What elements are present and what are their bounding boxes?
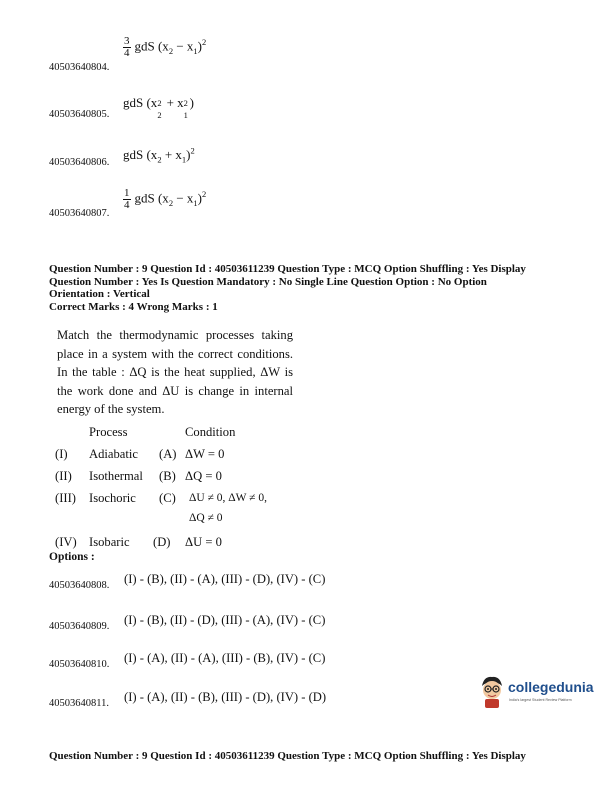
math-expression: $\frac{1}{4}$ gdS $(x_2 - x_1)^2$ bbox=[124, 187, 207, 211]
math-expression: gdS (x 2 2 + x 2 1 ) bbox=[123, 95, 194, 120]
math-expression: $\frac{3}{4}$ gdS $(x_2 - x_1)^2$ bbox=[124, 35, 207, 59]
option-id: 40503640811. bbox=[49, 698, 109, 709]
option-id: 40503640807. bbox=[49, 208, 110, 219]
question-text: Match the thermodynamic processes taking place in a system with the correct conditions. In the table : ΔQ is the heat supplied, ΔW is the work done and ΔU is change in internal energy of the system. bbox=[57, 328, 293, 416]
meta-line: Question Number : 9 Question Id : 40503611239 Question Type : MCQ Option Shuffling : Yes Display bbox=[49, 263, 526, 275]
option-id: 40503640804. bbox=[49, 62, 110, 73]
logo-tagline: India's largest Student Review Platform bbox=[509, 698, 572, 702]
mascot-icon bbox=[478, 674, 506, 708]
option-text: (I) - (B), (II) - (D), (III) - (A), (IV) - (C) bbox=[124, 613, 326, 627]
fraction: $\frac{3}{4}$ bbox=[124, 35, 130, 59]
option-id: 40503640805. bbox=[49, 109, 110, 120]
option-text: (I) - (A), (II) - (A), (III) - (B), (IV) - (C) bbox=[124, 651, 326, 665]
meta-line: Orientation : Vertical bbox=[49, 288, 150, 300]
logo-wordmark: collegedunia bbox=[508, 679, 594, 695]
option-id: 40503640809. bbox=[49, 621, 110, 632]
math-expression: gdS $(x_2 + x_1)^2$ bbox=[123, 145, 195, 165]
table-header-process: Process bbox=[89, 425, 128, 439]
options-label: Options : bbox=[49, 551, 95, 563]
table-header-condition: Condition bbox=[185, 425, 236, 439]
match-table: Process Condition (I) Adiabatic (A) ΔW = 0 (II) Isothermal (B) ΔQ = 0 (III) Isochoric (C) ΔU ≠ 0, ΔW ≠ 0, ΔQ ≠ 0 (IV) Isobaric (D) ΔU = 0 bbox=[55, 425, 267, 549]
footer-question-meta: Question Number : 9 Question Id : 40503611239 Question Type : MCQ Option Shuffling : Yes Display bbox=[49, 750, 526, 762]
option-id: 40503640810. bbox=[49, 659, 110, 670]
marks-line: Correct Marks : 4 Wrong Marks : 1 bbox=[49, 300, 218, 313]
option-text: (I) - (B), (II) - (A), (III) - (D), (IV) - (C) bbox=[124, 572, 326, 586]
question-meta bbox=[49, 263, 589, 313]
option-id: 40503640806. bbox=[49, 157, 110, 168]
collegedunia-logo bbox=[478, 674, 594, 710]
option-text: (I) - (A), (II) - (B), (III) - (D), (IV) - (D) bbox=[124, 690, 327, 704]
option-id: 40503640808. bbox=[49, 580, 110, 591]
meta-line: Question Number : Yes Is Question Mandatory : No Single Line Question Option : No Option bbox=[49, 275, 487, 288]
fraction: $\frac{1}{4}$ bbox=[124, 187, 130, 211]
